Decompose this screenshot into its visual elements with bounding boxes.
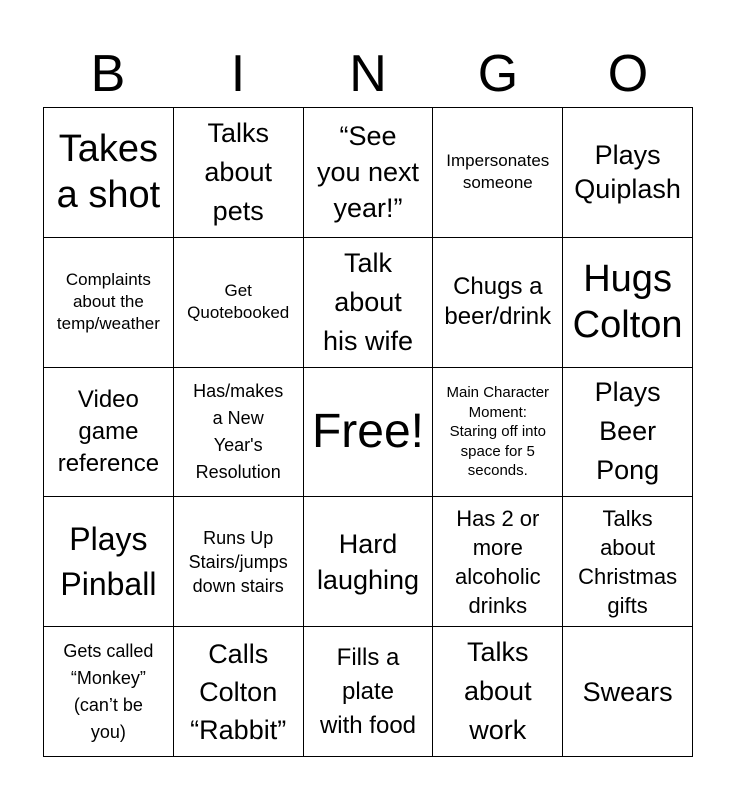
bingo-cell[interactable] (433, 627, 563, 757)
cell-text: Talk about his wife (322, 247, 413, 356)
bingo-cell[interactable] (44, 108, 174, 238)
cell-text: Hugs Colton (572, 258, 683, 347)
cell-text: Has/makes a New Year's Resolution (193, 380, 284, 482)
cell-text: Free! (311, 404, 424, 458)
cell-text: Has 2 or more alcoholic drinks (454, 505, 541, 618)
bingo-cell[interactable] (433, 368, 563, 498)
cell-text: Talks about pets (204, 117, 272, 226)
header-letter-g: G (477, 45, 519, 103)
bingo-grid (43, 107, 693, 757)
bingo-cell[interactable] (304, 627, 434, 757)
bingo-cell[interactable] (44, 497, 174, 627)
header-letter-b: B (90, 45, 126, 103)
bingo-cell[interactable] (44, 368, 174, 498)
bingo-cell[interactable] (563, 238, 693, 368)
cell-text: Main Character Moment: Staring off into space for 5 seconds. (446, 384, 550, 480)
cell-text: Impersonates someone (446, 151, 550, 193)
cell-text: Chugs a beer/drink (444, 273, 552, 331)
cell-text: Runs Up Stairs/jumps down stairs (188, 527, 288, 596)
cell-text: “See you next year!” (316, 121, 420, 224)
bingo-cell[interactable] (563, 627, 693, 757)
cell-text: Hard laughing (316, 528, 420, 595)
header-letter-n: N (349, 45, 387, 103)
cell-text: Get Quotebooked (187, 281, 290, 323)
cell-text: Plays Quiplash (574, 140, 681, 205)
header-letter-o: O (607, 45, 649, 103)
bingo-cell[interactable] (174, 238, 304, 368)
header-letter-i: I (230, 45, 246, 103)
cell-text: Video game reference (57, 385, 160, 477)
bingo-cell[interactable] (563, 368, 693, 498)
cell-text: Swears (582, 676, 673, 707)
cell-text: Takes a shot (56, 128, 161, 217)
bingo-cell[interactable] (563, 497, 693, 627)
bingo-cell[interactable] (433, 238, 563, 368)
bingo-cell[interactable] (174, 627, 304, 757)
bingo-cell[interactable] (44, 627, 174, 757)
bingo-cell[interactable] (44, 238, 174, 368)
cell-text: Plays Pinball (60, 520, 157, 602)
bingo-cell[interactable] (174, 108, 304, 238)
bingo-header (43, 40, 693, 108)
cell-text: Complaints about the temp/weather (56, 270, 160, 334)
cell-text: Calls Colton “Rabbit” (190, 638, 287, 745)
cell-text: Talks about Christmas gifts (578, 505, 678, 618)
bingo-cell[interactable] (304, 368, 434, 498)
bingo-cell[interactable] (563, 108, 693, 238)
bingo-cell[interactable] (304, 497, 434, 627)
cell-text: Plays Beer Pong (594, 377, 661, 486)
cell-text: Fills a plate with food (319, 643, 417, 739)
bingo-cell[interactable] (433, 497, 563, 627)
bingo-cell[interactable] (174, 497, 304, 627)
bingo-cell[interactable] (174, 368, 304, 498)
bingo-cell[interactable] (304, 238, 434, 368)
bingo-cell[interactable] (304, 108, 434, 238)
bingo-cell[interactable] (433, 108, 563, 238)
cell-text: Talks about work (464, 637, 532, 746)
cell-text: Gets called “Monkey” (can’t be you) (63, 640, 154, 742)
